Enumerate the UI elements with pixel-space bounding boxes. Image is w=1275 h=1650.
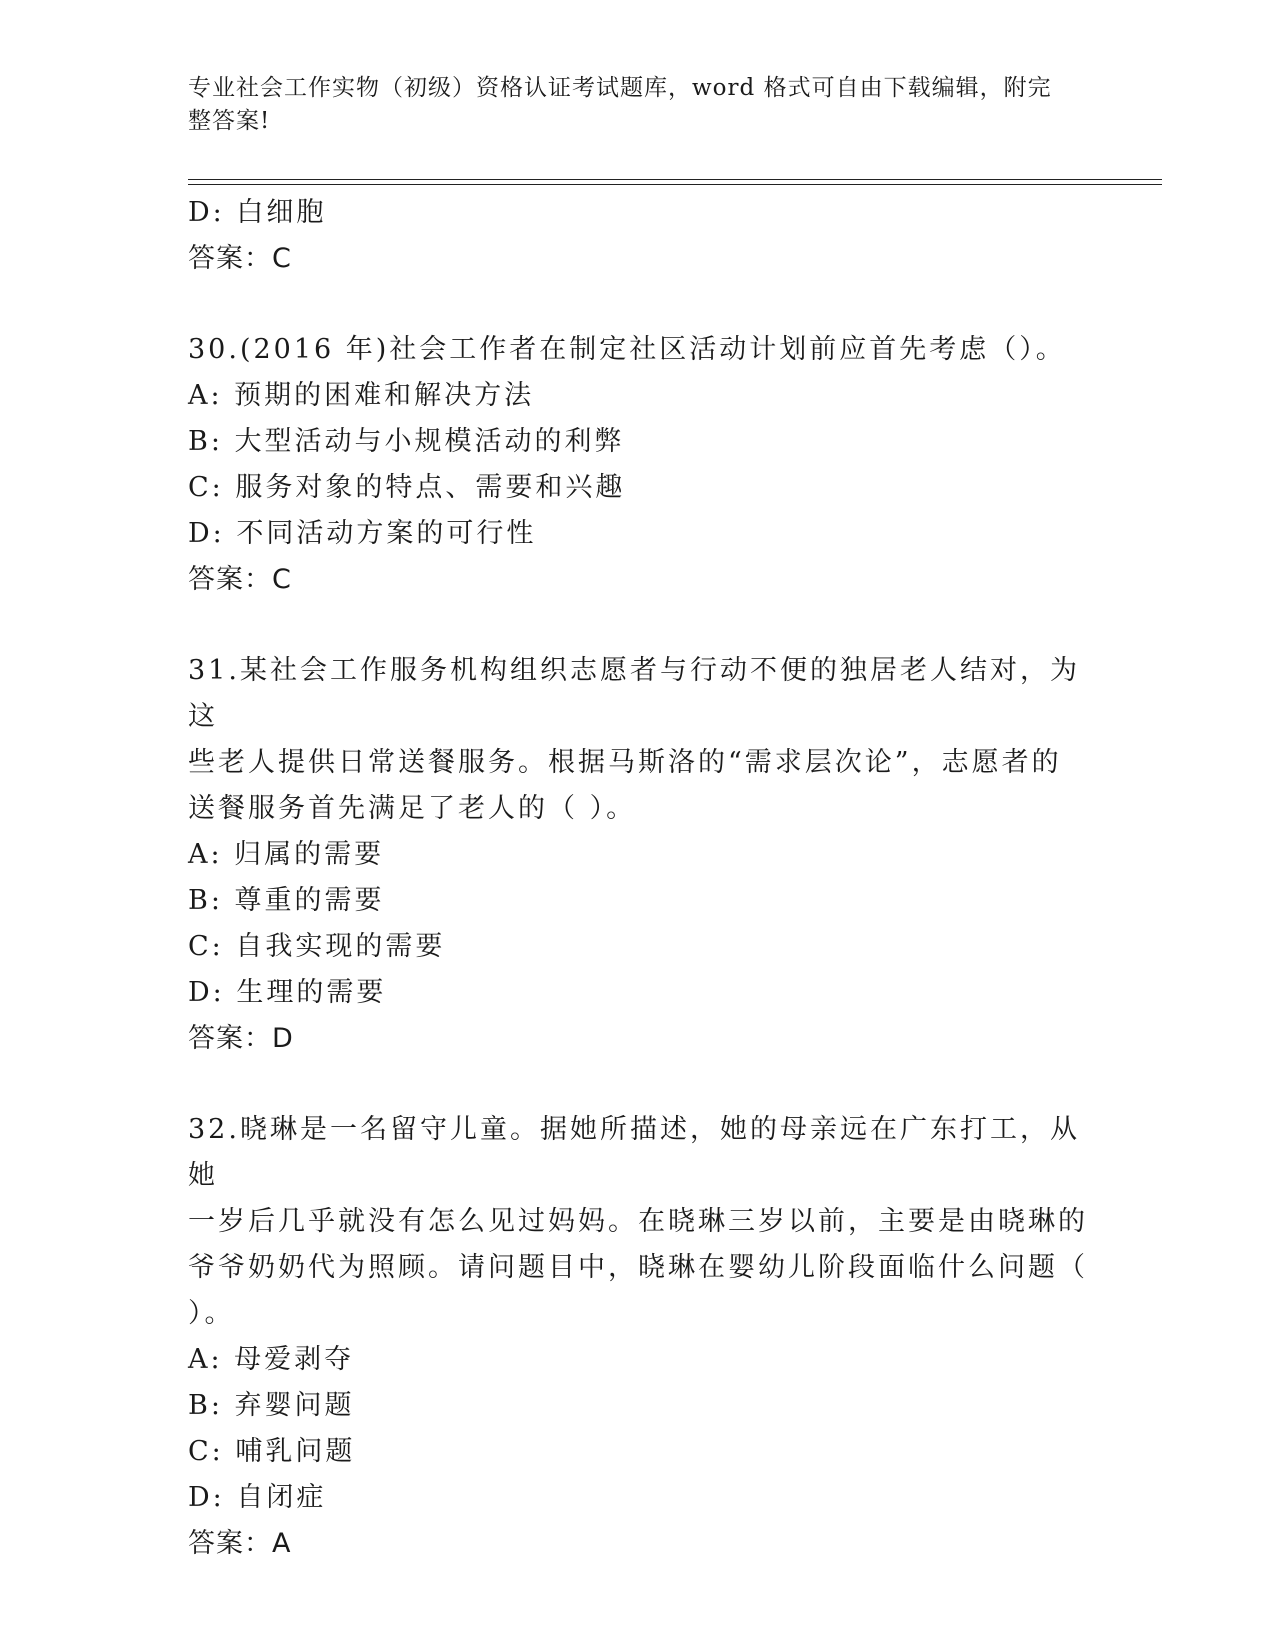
question-31-option-a: A: 归属的需要 (188, 839, 385, 870)
question-31-answer: 答案：D (188, 1023, 294, 1054)
question-content (188, 190, 1088, 1567)
header-line-1: 专业社会工作实物（初级）资格认证考试题库，word 格式可自由下载编辑，附完 (188, 75, 1052, 101)
spacer (188, 1062, 1088, 1107)
question-31-option-b: B: 尊重的需要 (188, 885, 385, 916)
prev-answer: 答案：C (188, 243, 292, 274)
question-30-option-d: D: 不同活动方案的可行性 (188, 518, 537, 549)
question-30-answer: 答案：C (188, 564, 292, 595)
question-32-stem-line-2: 一岁后几乎就没有怎么见过妈妈。在晓琳三岁以前，主要是由晓琳的 (188, 1206, 1088, 1237)
question-32 (188, 1107, 1088, 1567)
spacer (188, 282, 1088, 327)
question-32-answer: 答案：A (188, 1528, 292, 1559)
question-31-option-d: D: 生理的需要 (188, 977, 387, 1008)
question-30-option-b: B: 大型活动与小规模活动的利弊 (188, 426, 625, 457)
header-divider-bottom (188, 184, 1162, 185)
question-31-option-c: C: 自我实现的需要 (188, 931, 446, 962)
question-31-stem-line-1: 31.某社会工作服务机构组织志愿者与行动不便的独居老人结对，为这 (188, 655, 1080, 732)
prev-option-d: D: 白细胞 (188, 197, 327, 228)
question-31-stem-line-2: 些老人提供日常送餐服务。根据马斯洛的“需求层次论”，志愿者的 (188, 747, 1062, 778)
question-32-option-d: D: 自闭症 (188, 1482, 327, 1513)
question-32-option-c: C: 哺乳问题 (188, 1436, 356, 1467)
question-32-stem-line-4: ）。 (188, 1298, 235, 1329)
header-line-2: 整答案! (188, 108, 271, 134)
spacer (188, 603, 1088, 648)
question-31 (188, 648, 1088, 1062)
question-30-option-c: C: 服务对象的特点、需要和兴趣 (188, 472, 626, 503)
page-header (188, 72, 1068, 138)
question-31-stem-line-3: 送餐服务首先满足了老人的（ ）。 (188, 793, 637, 824)
question-30-option-a: A: 预期的困难和解决方法 (188, 380, 535, 411)
question-32-option-b: B: 弃婴问题 (188, 1390, 355, 1421)
question-32-stem-line-1: 32.晓琳是一名留守儿童。据她所描述，她的母亲远在广东打工，从她 (188, 1114, 1080, 1191)
question-32-option-a: A: 母爱剥夺 (188, 1344, 355, 1375)
question-30-stem: 30.(2016 年)社会工作者在制定社区活动计划前应首先考虑（）。 (188, 334, 1066, 365)
header-divider-top (188, 179, 1162, 180)
question-30 (188, 327, 1088, 603)
question-32-stem-line-3: 爷爷奶奶代为照顾。请问题目中，晓琳在婴幼儿阶段面临什么问题（ (188, 1252, 1088, 1283)
